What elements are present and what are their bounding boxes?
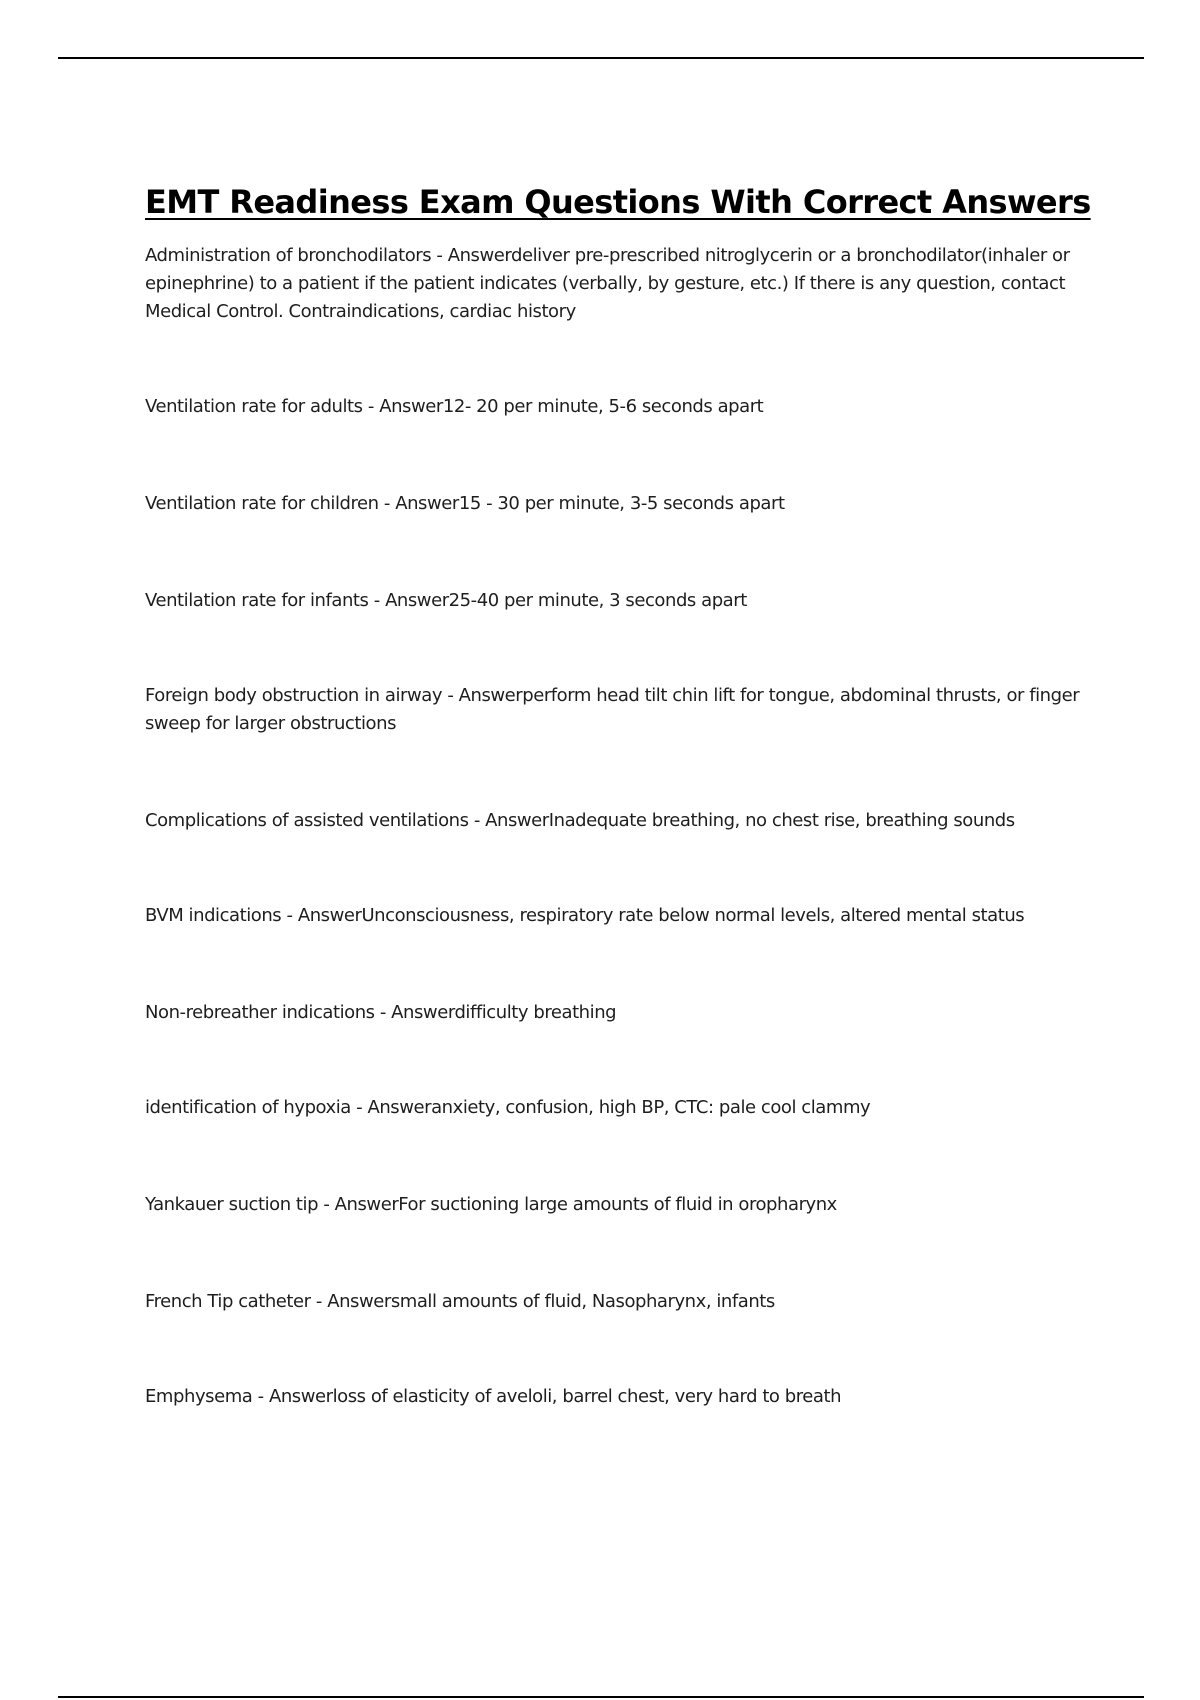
qa-item (145, 1383, 1085, 1411)
qa-question: Administration of bronchodilators (145, 245, 432, 266)
bottom-rule (58, 1696, 1144, 1698)
qa-separator: - (350, 1097, 368, 1118)
qa-separator: - (362, 396, 380, 417)
qa-answer: 25-40 per minute, 3 seconds apart (448, 590, 747, 611)
qa-question: French Tip catheter (145, 1291, 311, 1312)
qa-question: Ventilation rate for infants (145, 590, 369, 611)
qa-answer-prefix: Answer (447, 245, 512, 266)
qa-separator: - (252, 1386, 269, 1407)
qa-question: Yankauer suction tip (145, 1194, 319, 1215)
qa-answer-prefix: Answer (334, 1194, 399, 1215)
qa-answer: small amounts of fluid, Nasopharynx, infants (390, 1291, 775, 1312)
qa-item (145, 242, 1085, 326)
qa-answer: For suctioning large amounts of fluid in oropharynx (398, 1194, 837, 1215)
qa-item (145, 587, 1085, 615)
qa-item (145, 902, 1085, 930)
qa-answer: loss of elasticity of aveloli, barrel chest, very hard to breath (332, 1386, 842, 1407)
qa-answer-prefix: Answer (485, 810, 549, 831)
qa-answer: Unconsciousness, respiratory rate below normal levels, altered mental status (361, 905, 1025, 926)
qa-question: Complications of assisted ventilations (145, 810, 469, 831)
qa-question: BVM indications (145, 905, 282, 926)
qa-answer-prefix: Answer (268, 1386, 333, 1407)
qa-question: identification of hypoxia (145, 1097, 351, 1118)
qa-answer-prefix: Answer (379, 396, 443, 417)
qa-question: Ventilation rate for children (145, 493, 379, 514)
qa-separator: - (374, 1002, 392, 1023)
qa-separator: - (431, 245, 448, 266)
qa-answer: Inadequate breathing, no chest rise, breathing sounds (548, 810, 1015, 831)
qa-item (145, 1191, 1085, 1219)
qa-answer: 15 - 30 per minute, 3-5 seconds apart (458, 493, 785, 514)
top-rule (58, 57, 1144, 59)
qa-separator: - (318, 1194, 335, 1215)
qa-question: Ventilation rate for adults (145, 396, 363, 417)
qa-answer: anxiety, confusion, high BP, CTC: pale cool clammy (431, 1097, 871, 1118)
qa-answer-prefix: Answer (297, 905, 362, 926)
qa-item (145, 807, 1085, 835)
qa-answer-prefix: Answer (385, 590, 449, 611)
qa-question: Foreign body obstruction in airway (145, 685, 443, 706)
qa-answer: 12- 20 per minute, 5-6 seconds apart (442, 396, 764, 417)
qa-answer: perform head tilt chin lift for tongue, abdominal thrusts, or finger sweep for larger obstructions (145, 685, 1080, 734)
qa-question: Non-rebreather indications (145, 1002, 375, 1023)
qa-separator: - (310, 1291, 328, 1312)
qa-answer-prefix: Answer (458, 685, 523, 706)
qa-separator: - (442, 685, 459, 706)
qa-item (145, 490, 1085, 518)
qa-item (145, 999, 1085, 1027)
qa-item (145, 1288, 1085, 1316)
qa-answer-prefix: Answer (367, 1097, 432, 1118)
qa-separator: - (368, 590, 386, 611)
qa-question: Emphysema (145, 1386, 253, 1407)
qa-item (145, 393, 1085, 421)
qa-item (145, 682, 1085, 738)
qa-item (145, 1094, 1085, 1122)
qa-answer-prefix: Answer (327, 1291, 391, 1312)
qa-separator: - (378, 493, 396, 514)
qa-separator: - (468, 810, 486, 831)
qa-answer: difficulty breathing (454, 1002, 617, 1023)
qa-answer: deliver pre-prescribed nitroglycerin or a bronchodilator(inhaler or epinephrine) to a patient if the patient indicates (verbally, by gesture, etc.) If there is any question, contact Medical Control. Contraindications, cardiac history (145, 245, 1070, 322)
document-title: EMT Readiness Exam Questions With Correct Answers (145, 183, 1091, 221)
qa-answer-prefix: Answer (391, 1002, 455, 1023)
qa-answer-prefix: Answer (395, 493, 459, 514)
qa-separator: - (281, 905, 298, 926)
